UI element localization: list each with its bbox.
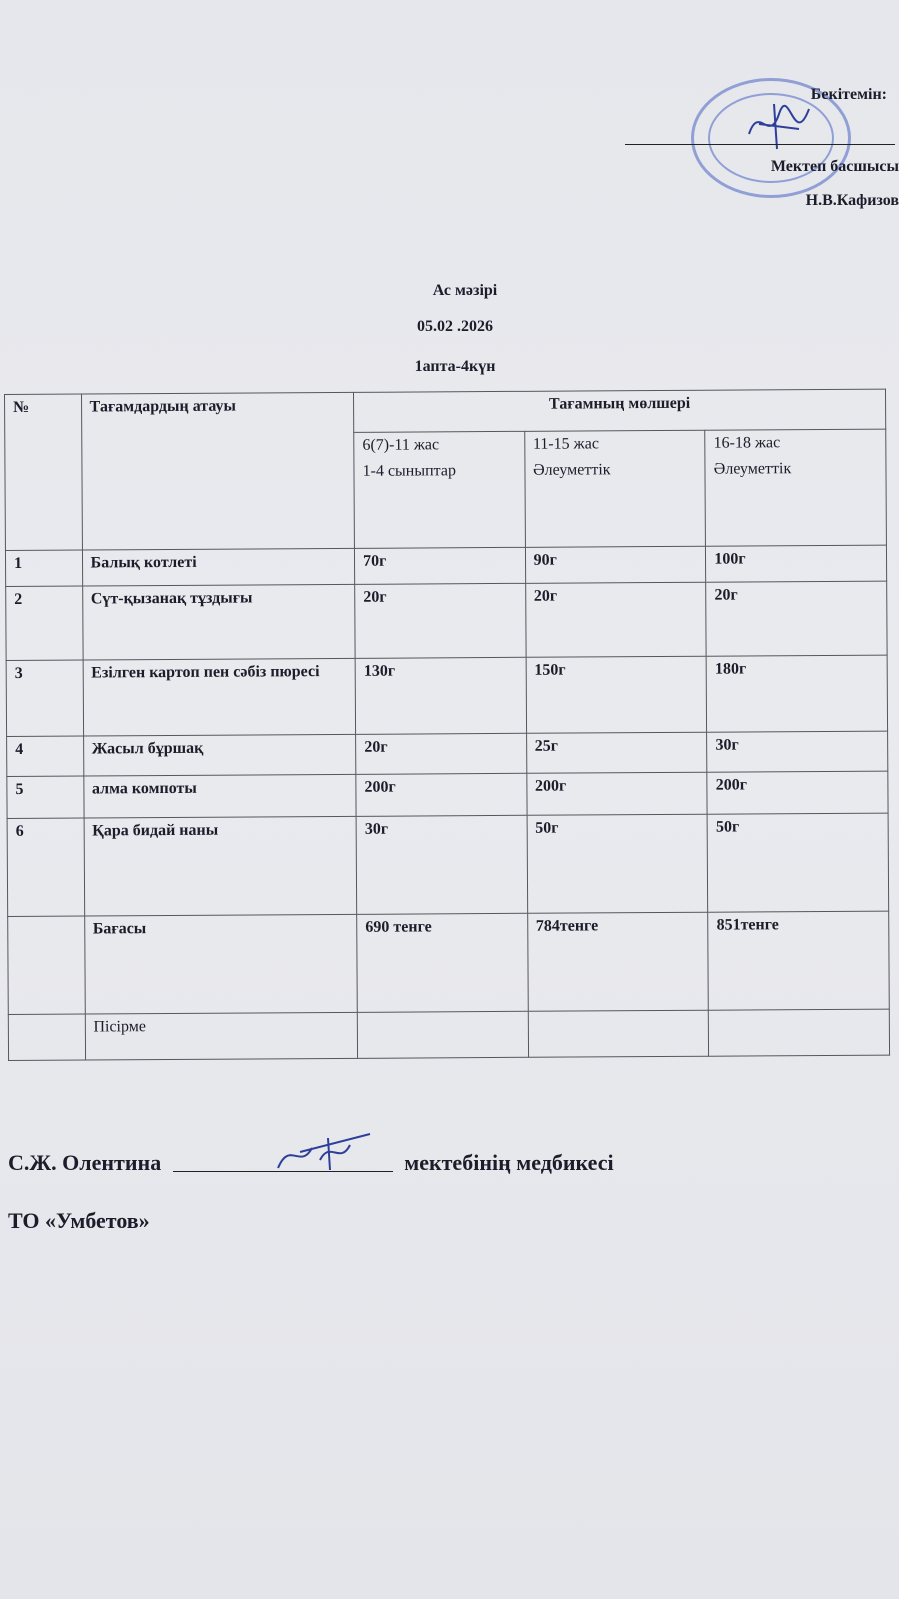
week-day-label: 1апта-4күн [414, 358, 496, 375]
row-amount-a: 130г [355, 657, 526, 734]
price-label: Бағасы [84, 914, 357, 1014]
row-amount-c: 180г [706, 655, 887, 732]
table-row [7, 813, 889, 916]
age-group-3-age: 16-18 жас [713, 434, 781, 452]
price-c: 851тенге [708, 911, 889, 1010]
nurse-name: С.Ж. Олентина [8, 1150, 162, 1175]
row-dish-name: Жасыл бұршақ [83, 734, 356, 776]
table-row [7, 771, 888, 818]
price-b: 784тенге [527, 912, 708, 1011]
age-group-3 [705, 429, 886, 546]
row-no: 5 [7, 776, 84, 818]
row-amount-b: 200г [526, 772, 707, 815]
menu-table [4, 389, 890, 1061]
row-amount-b: 50г [527, 814, 708, 913]
price-row [8, 911, 890, 1014]
age-group-1-age: 6(7)-11 жас [362, 436, 440, 454]
baking-b [528, 1010, 709, 1057]
row-amount-b: 150г [526, 656, 707, 733]
row-amount-c: 30г [707, 731, 888, 772]
row-amount-b: 20г [525, 582, 706, 657]
table-row [5, 545, 886, 586]
age-group-2-note: Әлеуметтік [533, 461, 611, 479]
baking-label: Пісірме [85, 1012, 358, 1060]
director-name: Н.В.Кафизов [805, 192, 899, 209]
age-group-1 [354, 431, 525, 548]
row-amount-b: 25г [526, 732, 707, 773]
table-row [7, 731, 888, 776]
baking-c [709, 1009, 890, 1056]
row-no: 6 [7, 818, 84, 916]
row-dish-name: алма компоты [83, 774, 356, 818]
document-title: Ас мәзірі [432, 282, 498, 299]
price-a: 690 тенге [357, 913, 528, 1012]
nurse-signature-blank [173, 1171, 393, 1172]
row-amount-c: 200г [707, 771, 888, 814]
header-no: № [5, 394, 83, 550]
director-role: Мектеп басшысы [770, 158, 899, 175]
row-dish-name: Балық котлеті [82, 548, 355, 586]
table-row [6, 581, 887, 660]
baking-a [357, 1011, 528, 1058]
row-no: 4 [7, 736, 84, 776]
header-amount: Тағамның мөлшері [354, 389, 886, 432]
header-dish-name: Тағамдардың атауы [81, 392, 355, 550]
signature-line [625, 144, 895, 145]
row-amount-c: 50г [707, 813, 888, 912]
row-dish-name: Қара бидай наны [84, 816, 357, 916]
nurse-signature-line [8, 1150, 614, 1176]
company-name: ТО «Умбетов» [8, 1208, 150, 1233]
row-no: 2 [6, 586, 83, 660]
row-dish-name: Езілген картоп пен сәбіз пюресі [83, 658, 356, 736]
document-date: 05.02 .2026 [417, 318, 493, 335]
row-amount-a: 200г [356, 773, 527, 816]
nurse-role: мектебінің медбикесі [404, 1150, 614, 1175]
table-row [6, 655, 887, 736]
price-row-no [8, 916, 85, 1014]
age-group-1-note: 1-4 сыныптар [362, 462, 456, 480]
table-header-row [5, 389, 886, 434]
row-amount-a: 70г [355, 547, 526, 584]
baking-row [8, 1009, 889, 1060]
age-group-3-note: Әлеуметтік [713, 460, 792, 478]
row-amount-a: 30г [356, 815, 527, 914]
row-amount-a: 20г [356, 733, 527, 774]
age-group-2-age: 11-15 жас [532, 435, 599, 453]
row-no: 1 [5, 550, 82, 586]
age-group-2 [524, 430, 705, 547]
director-signature [739, 94, 819, 154]
row-amount-b: 90г [525, 546, 706, 583]
approval-block [629, 78, 899, 228]
row-amount-a: 20г [355, 583, 526, 658]
row-no: 3 [6, 660, 83, 736]
baking-row-no [8, 1014, 85, 1060]
row-amount-c: 20г [706, 581, 887, 656]
row-amount-c: 100г [706, 545, 887, 582]
row-dish-name: Сүт-қызанақ тұздығы [82, 584, 355, 660]
approve-label: Бекітемін: [810, 86, 887, 103]
